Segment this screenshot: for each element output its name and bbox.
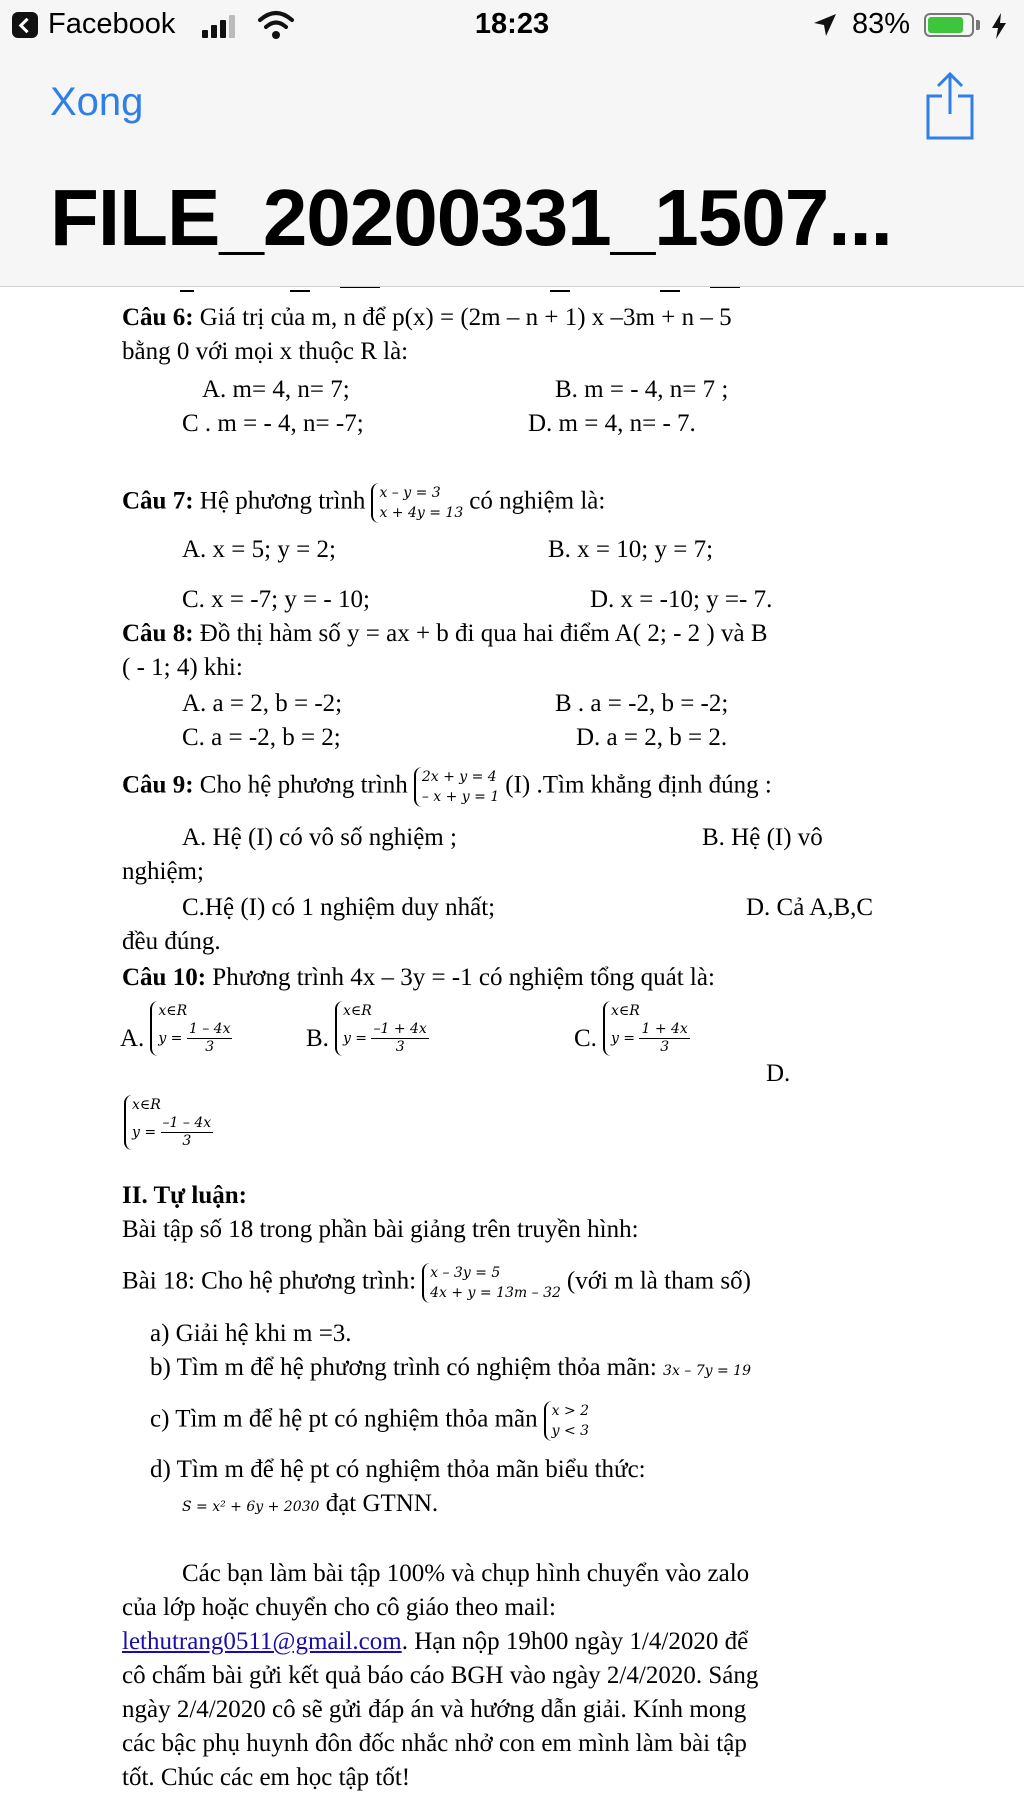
q10-b-set: x∈R: [342, 1003, 372, 1019]
q10-d-fraction: [161, 1115, 214, 1150]
q10-line: [122, 961, 715, 995]
q10-d-den: 3: [182, 1133, 192, 1149]
bai18-part-d-tail: đạt GTNN.: [325, 1490, 439, 1517]
q10-c-num: 1 + 4x: [641, 1021, 688, 1037]
q7-line: [122, 483, 605, 523]
q10-option-c: [574, 1001, 696, 1056]
share-icon[interactable]: [924, 70, 976, 142]
q9-option-d: D. Cả A,B,C: [746, 894, 874, 921]
battery-percent: 83%: [852, 8, 911, 40]
q9-system: [414, 767, 499, 807]
q9-eq1: 2x + y = 4: [421, 769, 497, 785]
q9-option-a: A. Hệ (I) có vô số nghiệm ;: [182, 824, 457, 851]
closing-line3-text: . Hạn nộp 19h00 ngày 1/4/2020 để: [401, 1628, 749, 1655]
clipped-previous-line: [180, 287, 760, 295]
q7-label: Câu 7:: [122, 487, 194, 515]
q9-line: [122, 767, 772, 807]
document-viewer-header: [0, 54, 1024, 287]
bai18-part-c-system: [544, 1401, 589, 1441]
closing-line6: các bậc phụ huynh đôn đốc nhắc nhở con em mình làm bài tập: [122, 1730, 747, 1757]
q8-label: Câu 8:: [122, 620, 194, 647]
q10-d-y: y =: [132, 1124, 157, 1141]
q8-text2: ( - 1; 4) khi:: [122, 654, 243, 681]
q10-a-den: 3: [205, 1039, 215, 1055]
bai18-part-b-text: b) Tìm m để hệ phương trình có nghiệm thỏa mãn:: [150, 1354, 657, 1381]
q10-option-c-label: C.: [574, 1025, 597, 1052]
q6-option-d: D. m = 4, n= - 7.: [528, 410, 696, 437]
closing-line2: của lớp hoặc chuyển cho cô giáo theo mail:: [122, 1594, 556, 1621]
q7-text: Hệ phương trình: [199, 487, 366, 515]
q7-eq2: x + 4y = 13: [379, 505, 464, 521]
q8-text: Đồ thị hàm số y = ax + b đi qua hai điểm A( 2; - 2 ) và B: [199, 620, 768, 647]
q8-option-d: D. a = 2, b = 2.: [576, 724, 728, 751]
q10-d-num: –1 – 4x: [162, 1115, 212, 1131]
q9-option-c: C.Hệ (I) có 1 nghiệm duy nhất;: [182, 894, 496, 921]
location-arrow-icon: [812, 12, 838, 38]
closing-line5: ngày 2/4/2020 cô sẽ gửi đáp án và hướng dẫn giải. Kính mong: [122, 1696, 747, 1723]
charging-bolt-icon: [990, 12, 1008, 40]
email-link[interactable]: lethutrang0511@gmail.com: [122, 1628, 402, 1655]
q7-text2: có nghiệm là:: [469, 487, 606, 515]
bai18-c-eq1: x > 2: [551, 1403, 590, 1419]
bai18-c-eq2: y < 3: [551, 1423, 590, 1439]
q10-b-den: 3: [395, 1039, 405, 1055]
q6-text: Giá trị của m, n để p(x) = (2m – n + 1) x –3m + n – 5: [199, 304, 732, 331]
q10-a-num: 1 – 4x: [188, 1021, 231, 1037]
q8-option-b: B . a = -2, b = -2;: [555, 690, 729, 717]
closing-line1: Các bạn làm bài tập 100% và chụp hình chuyển vào zalo: [182, 1560, 750, 1587]
q6-text2: bằng 0 với mọi x thuộc R là:: [122, 338, 409, 365]
status-bar: [0, 0, 1024, 54]
q9-option-b-cont: nghiệm;: [122, 858, 204, 885]
part2-heading: II. Tự luận:: [122, 1182, 248, 1209]
q7-option-c: C. x = -7; y = - 10;: [182, 586, 370, 613]
q10-c-set: x∈R: [610, 1003, 640, 1019]
q7-option-d: D. x = -10; y =- 7.: [590, 586, 773, 613]
bai18-tail: (với m là tham số): [566, 1267, 751, 1295]
bai18-part-b: [150, 1351, 751, 1388]
q10-c-den: 3: [660, 1039, 670, 1055]
q7-eq1: x – y = 3: [379, 485, 441, 501]
q9-option-d-cont: đều đúng.: [122, 928, 221, 955]
q6-option-b: B. m = - 4, n= 7 ;: [555, 376, 729, 403]
q6-label: Câu 6:: [122, 304, 194, 331]
done-button[interactable]: Xong: [50, 80, 144, 124]
q8-option-c: C. a = -2, b = 2;: [182, 724, 341, 751]
bai18-line: [122, 1263, 751, 1303]
clock-time: 18:23: [474, 8, 550, 40]
q10-text: Phương trình 4x – 3y = -1 có nghiệm tổng quát là:: [212, 964, 715, 991]
q10-b-num: –1 + 4x: [373, 1021, 427, 1037]
bai18-part-a: a) Giải hệ khi m =3.: [150, 1320, 352, 1347]
back-app-label[interactable]: Facebook: [48, 8, 176, 40]
bai18-text: Bài 18: Cho hệ phương trình:: [122, 1267, 417, 1295]
battery-level-fill: [928, 17, 963, 33]
q8-line1: [122, 617, 768, 651]
q10-d-system: [124, 1095, 213, 1150]
q9-option-b: B. Hệ (I) vô: [702, 824, 823, 851]
q7-option-b: B. x = 10; y = 7;: [548, 536, 714, 563]
q9-text2: (I) .Tìm khẳng định đúng :: [505, 771, 772, 799]
q10-option-a: [120, 1001, 238, 1056]
bai18-part-b-eq: 3x – 7y = 19: [663, 1363, 751, 1379]
battery-cap: [976, 20, 980, 30]
q10-c-y: y =: [610, 1030, 636, 1047]
bai18-part-d-expr: S = x² + 6y + 2030: [182, 1499, 320, 1515]
q6-line1: [122, 301, 732, 335]
closing-line3: [122, 1625, 748, 1659]
document-title: FILE_20200331_1507...: [50, 173, 892, 262]
q10-b-system: [335, 1001, 429, 1056]
bai18-part-c: [150, 1401, 595, 1441]
q10-option-d-label: D.: [766, 1060, 791, 1087]
q10-d-set: x∈R: [132, 1097, 161, 1113]
q10-c-system: [603, 1001, 690, 1056]
q10-a-y: y =: [158, 1030, 183, 1047]
battery-icon: [924, 13, 974, 37]
q8-option-a: A. a = 2, b = -2;: [182, 690, 343, 717]
q9-text: Cho hệ phương trình: [199, 771, 408, 799]
q9-label: Câu 9:: [122, 771, 194, 799]
q10-b-y: y =: [342, 1030, 368, 1047]
q6-option-c: C . m = - 4, n= -7;: [182, 410, 364, 437]
bai18-part-c-text: c) Tìm m để hệ pt có nghiệm thỏa mãn: [150, 1405, 538, 1433]
q10-a-set: x∈R: [158, 1003, 188, 1019]
q7-option-a: A. x = 5; y = 2;: [182, 536, 336, 563]
q10-a-system: [150, 1001, 232, 1056]
q9-eq2: – x + y = 1: [421, 789, 500, 805]
bai18-eq2: 4x + y = 13m – 32: [430, 1285, 561, 1301]
q10-option-a-label: A.: [120, 1025, 145, 1052]
q7-system: [371, 483, 463, 523]
part2-intro: Bài tập số 18 trong phần bài giảng trên truyền hình:: [122, 1216, 639, 1243]
q10-c-fraction: [639, 1021, 689, 1056]
q10-b-fraction: [371, 1021, 428, 1056]
bai18-system: [422, 1263, 561, 1303]
q6-option-a: A. m= 4, n= 7;: [202, 376, 350, 403]
closing-line7: tốt. Chúc các em học tập tốt!: [122, 1764, 411, 1791]
q10-option-b-label: B.: [306, 1025, 329, 1052]
bai18-part-d: d) Tìm m để hệ pt có nghiệm thỏa mãn biểu thức:: [150, 1456, 646, 1483]
bai18-part-d-expr-line: [182, 1487, 438, 1524]
bai18-eq1: x – 3y = 5: [430, 1265, 501, 1281]
document-page[interactable]: [0, 287, 1024, 1820]
q10-a-fraction: [187, 1021, 233, 1056]
q10-option-d: [118, 1095, 219, 1150]
q10-option-b: [306, 1001, 435, 1056]
closing-line4: cô chấm bài gửi kết quả báo cáo BGH vào ngày 2/4/2020. Sáng: [122, 1662, 759, 1689]
q10-label: Câu 10:: [122, 964, 207, 991]
